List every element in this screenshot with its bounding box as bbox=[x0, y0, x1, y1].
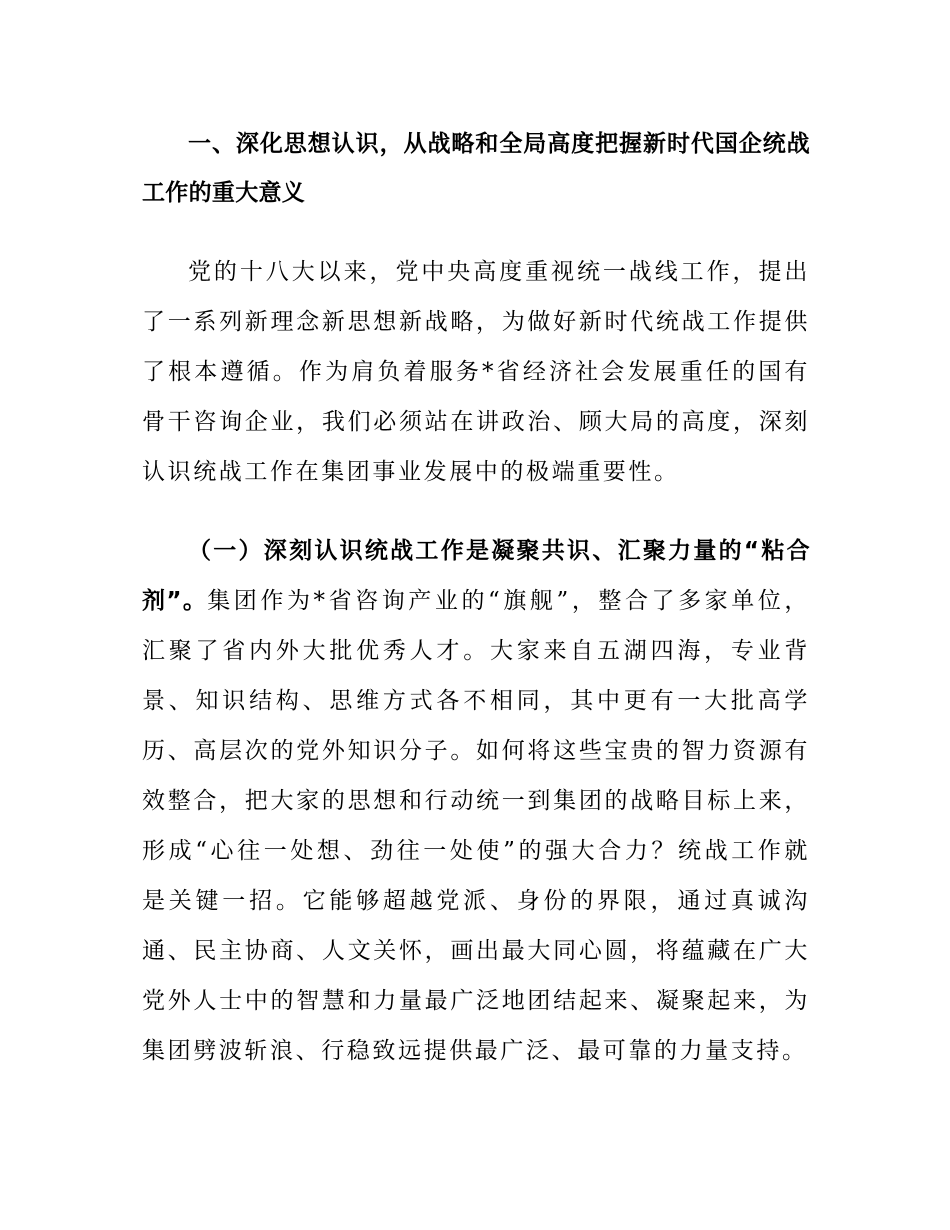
document-body bbox=[142, 120, 810, 1076]
subsection-text: 集团作为*省咨询产业的“旗舰”，整合了多家单位，汇聚了省内外大批优秀人才。大家来自五湖四海，专业背景、知识结构、思维方式各不相同，其中更有一大批高学历、高层次的党外知识分子。如何将这些宝贵的智力资源有效整合，把大家的思想和行动统一到集团的战略目标上来，形成“心往一处想、劲往一处使”的强大合力？统战工作就是关键一招。它能够超越党派、身份的界限，通过真诚沟通、民主协商、人文关怀，画出最大同心圆，将蕴藏在广大党外人士中的智慧和力量最广泛地团结起来、凝聚起来，为集团劈波斩浪、行稳致远提供最广泛、最可靠的力量支持。 bbox=[142, 588, 810, 1064]
subsection-heading: （一）深刻认识统战工作是凝聚共识、汇聚力量的“粘合剂”。 bbox=[142, 538, 810, 614]
section-heading: 一、深化思想认识，从战略和全局高度把握新时代国企统战工作的重大意义 bbox=[142, 131, 810, 206]
body-paragraph-2 bbox=[142, 526, 810, 1076]
body-paragraph-1: 党的十八大以来，党中央高度重视统一战线工作，提出了一系列新理念新思想新战略，为做好新时代统战工作提供了根本遵循。作为肩负着服务*省经济社会发展重任的国有骨干咨询企业，我们必须站在讲政治、顾大局的高度，深刻认识统战工作在集团事业发展中的极端重要性。 bbox=[142, 259, 810, 485]
